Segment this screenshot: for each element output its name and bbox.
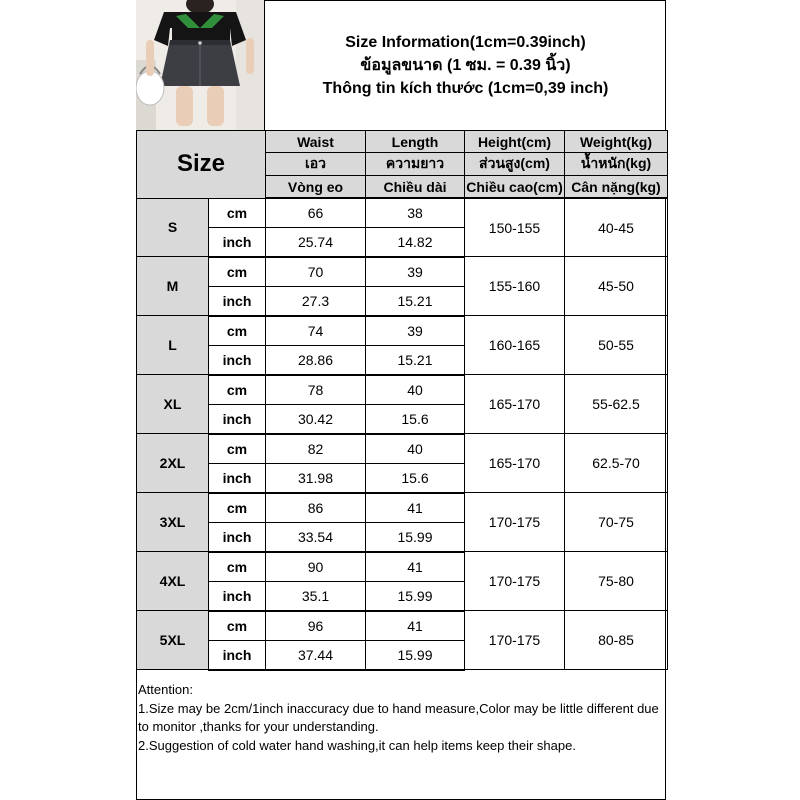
attention-note-1: 1.Size may be 2cm/1inch inaccuracy due to hand measure,Color may be little different due to monitor ,thanks for your understanding.	[138, 700, 659, 734]
attention-notes	[136, 678, 666, 758]
weight-range: 70-75	[565, 493, 668, 552]
waist-inch: 28.86	[266, 345, 366, 375]
title-vietnamese: Thông tin kích thước (1cm=0,39 inch)	[322, 79, 609, 97]
header-height-en: Height(cm)	[465, 131, 565, 153]
size-table	[136, 130, 668, 671]
waist-cm: 82	[266, 434, 366, 464]
unit-inch: inch	[209, 581, 266, 611]
size-label: XL	[137, 375, 209, 434]
product-photo-drawing	[136, 0, 265, 130]
unit-inch: inch	[209, 345, 266, 375]
waist-inch: 33.54	[266, 522, 366, 552]
height-range: 170-175	[465, 493, 565, 552]
weight-range: 50-55	[565, 316, 668, 375]
length-cm: 38	[366, 198, 465, 227]
header-weight-vi: Cân nặng(kg)	[565, 176, 668, 199]
length-cm: 41	[366, 493, 465, 523]
header-length-en: Length	[366, 131, 465, 153]
size-label: 5XL	[137, 611, 209, 670]
length-cm: 41	[366, 611, 465, 641]
length-cm: 41	[366, 552, 465, 582]
height-range: 170-175	[465, 552, 565, 611]
length-cm: 39	[366, 257, 465, 287]
waist-cm: 78	[266, 375, 366, 405]
unit-cm: cm	[209, 198, 266, 227]
unit-cm: cm	[209, 493, 266, 523]
size-label: 4XL	[137, 552, 209, 611]
waist-inch: 27.3	[266, 286, 366, 316]
attention-heading: Attention:	[138, 682, 193, 697]
header-height-th: ส่วนสูง(cm)	[465, 153, 565, 176]
size-label: M	[137, 257, 209, 316]
unit-cm: cm	[209, 316, 266, 346]
size-label: S	[137, 198, 209, 257]
weight-range: 45-50	[565, 257, 668, 316]
waist-cm: 66	[266, 198, 366, 227]
height-range: 150-155	[465, 198, 565, 257]
unit-cm: cm	[209, 552, 266, 582]
size-info-header	[265, 0, 666, 130]
unit-inch: inch	[209, 463, 266, 493]
header-length-vi: Chiều dài	[366, 176, 465, 199]
length-cm: 40	[366, 434, 465, 464]
size-column-header: Size	[137, 131, 266, 199]
unit-inch: inch	[209, 640, 266, 670]
waist-cm: 86	[266, 493, 366, 523]
weight-range: 75-80	[565, 552, 668, 611]
waist-cm: 74	[266, 316, 366, 346]
weight-range: 40-45	[565, 198, 668, 257]
length-inch: 15.21	[366, 286, 465, 316]
weight-range: 55-62.5	[565, 375, 668, 434]
header-waist-en: Waist	[266, 131, 366, 153]
height-range: 165-170	[465, 375, 565, 434]
unit-inch: inch	[209, 227, 266, 257]
unit-inch: inch	[209, 522, 266, 552]
header-waist-vi: Vòng eo	[266, 176, 366, 199]
length-inch: 15.6	[366, 404, 465, 434]
header-height-vi: Chiều cao(cm)	[465, 176, 565, 199]
weight-range: 62.5-70	[565, 434, 668, 493]
header-weight-en: Weight(kg)	[565, 131, 668, 153]
size-label: L	[137, 316, 209, 375]
length-cm: 39	[366, 316, 465, 346]
title-english: Size Information(1cm=0.39inch)	[345, 33, 586, 51]
length-inch: 15.99	[366, 640, 465, 670]
size-label: 2XL	[137, 434, 209, 493]
waist-inch: 31.98	[266, 463, 366, 493]
length-inch: 15.99	[366, 522, 465, 552]
length-inch: 15.21	[366, 345, 465, 375]
title-thai: ข้อมูลขนาด (1 ซม. = 0.39 นิ้ว)	[360, 56, 571, 74]
waist-inch: 25.74	[266, 227, 366, 257]
waist-inch: 30.42	[266, 404, 366, 434]
length-inch: 15.6	[366, 463, 465, 493]
weight-range: 80-85	[565, 611, 668, 670]
waist-inch: 35.1	[266, 581, 366, 611]
header-length-th: ความยาว	[366, 153, 465, 176]
unit-inch: inch	[209, 404, 266, 434]
header-waist-th: เอว	[266, 153, 366, 176]
height-range: 170-175	[465, 611, 565, 670]
waist-cm: 90	[266, 552, 366, 582]
header-weight-th: น้ำหนัก(kg)	[565, 153, 668, 176]
unit-cm: cm	[209, 611, 266, 641]
height-range: 160-165	[465, 316, 565, 375]
unit-cm: cm	[209, 434, 266, 464]
length-inch: 14.82	[366, 227, 465, 257]
height-range: 155-160	[465, 257, 565, 316]
unit-cm: cm	[209, 375, 266, 405]
waist-cm: 70	[266, 257, 366, 287]
height-range: 165-170	[465, 434, 565, 493]
waist-cm: 96	[266, 611, 366, 641]
unit-cm: cm	[209, 257, 266, 287]
product-photo	[136, 0, 265, 130]
waist-inch: 37.44	[266, 640, 366, 670]
unit-inch: inch	[209, 286, 266, 316]
length-inch: 15.99	[366, 581, 465, 611]
length-cm: 40	[366, 375, 465, 405]
size-label: 3XL	[137, 493, 209, 552]
attention-note-2: 2.Suggestion of cold water hand washing,it can help items keep their shape.	[138, 737, 576, 753]
